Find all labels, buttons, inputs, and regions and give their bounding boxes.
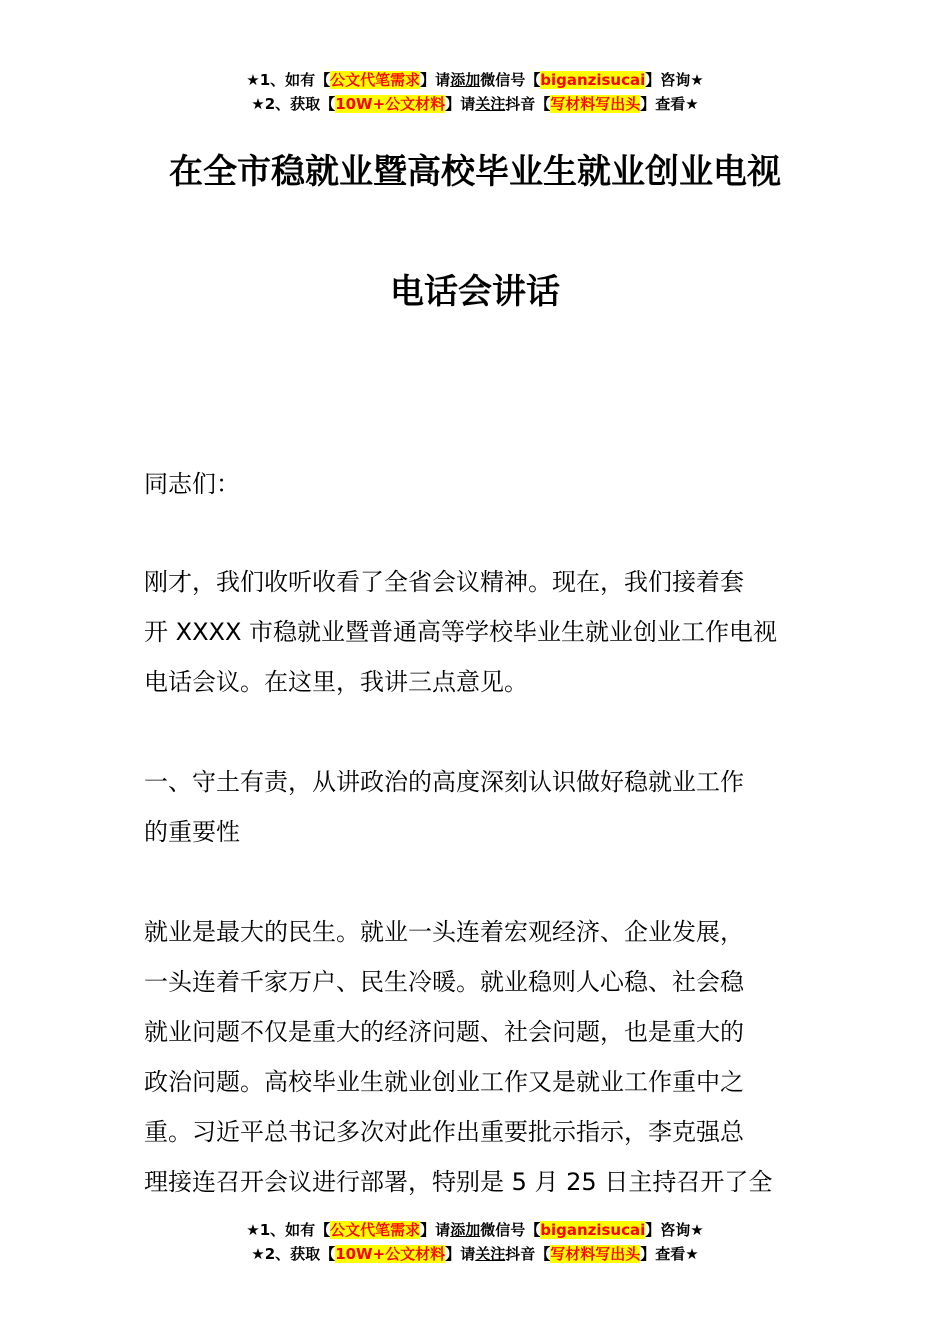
banner-text: 】请 [420, 1221, 451, 1239]
salutation-text: 同志们： [144, 470, 240, 498]
paragraph-line: 电话会议。在这里，我讲三点意见。 [144, 668, 528, 696]
banner-text: 抖音【 [505, 95, 551, 113]
banner-underlined: 添加 [450, 1221, 481, 1239]
banner-text: 】请 [445, 95, 476, 113]
heading-line: 的重要性 [144, 818, 240, 846]
paragraph-line: 就业是最大的民生。就业一头连着宏观经济、企业发展， [144, 918, 744, 946]
banner-highlight: biganzisucai [540, 1221, 646, 1239]
paragraph-line: 就业问题不仅是重大的经济问题、社会问题，也是重大的 [144, 1018, 744, 1046]
paragraph-2 [144, 907, 808, 1207]
banner-text: 微信号【 [480, 71, 541, 89]
banner-line-2 [0, 92, 950, 116]
paragraph-1 [144, 557, 808, 707]
banner-underlined: 添加 [450, 71, 481, 89]
banner-highlight: biganzisucai [540, 71, 646, 89]
paragraph-line: 一头连着千家万户、民生冷暖。就业稳则人心稳、社会稳 [144, 968, 744, 996]
document-title-line-2: 电话会讲话 [390, 272, 560, 312]
banner-highlight: 公文代笔需求 [330, 71, 421, 89]
banner-line-1 [0, 1218, 950, 1242]
banner-line-2 [0, 1242, 950, 1266]
paragraph-line: 重。习近平总书记多次对此作出重要批示指示，李克强总 [144, 1118, 744, 1146]
salutation [144, 459, 808, 509]
banner-highlight: 写材料写出头 [550, 95, 641, 113]
paragraph-line: 政治问题。高校毕业生就业创业工作又是就业工作重中之 [144, 1068, 744, 1096]
banner-highlight: 10W+公文材料 [335, 95, 446, 113]
paragraph-line: 开 XXXX 市稳就业暨普通高等学校毕业生就业创业工作电视 [144, 618, 778, 646]
banner-highlight: 公文代笔需求 [330, 1221, 421, 1239]
banner-text: ★1、如有【 [246, 71, 331, 89]
paragraph-line: 理接连召开会议进行部署，特别是 5 月 25 日主持召开了全 [144, 1168, 773, 1196]
banner-text: 】查看★ [640, 95, 699, 113]
banner-text: 】咨询★ [645, 71, 704, 89]
banner-line-1 [0, 68, 950, 92]
footer-banner [0, 1218, 950, 1266]
document-title-line-1: 在全市稳就业暨高校毕业生就业创业电视 [169, 152, 781, 192]
banner-underlined: 关注 [475, 95, 506, 113]
banner-text: 】请 [445, 1245, 476, 1263]
paragraph-line: 刚才，我们收听收看了全省会议精神。现在，我们接着套 [144, 568, 744, 596]
banner-text: ★1、如有【 [246, 1221, 331, 1239]
section-heading-1 [144, 757, 808, 857]
banner-text: 微信号【 [480, 1221, 541, 1239]
banner-text: 抖音【 [505, 1245, 551, 1263]
banner-text: 】咨询★ [645, 1221, 704, 1239]
banner-highlight: 10W+公文材料 [335, 1245, 446, 1263]
banner-text: ★2、获取【 [251, 95, 336, 113]
banner-highlight: 写材料写出头 [550, 1245, 641, 1263]
banner-underlined: 关注 [475, 1245, 506, 1263]
heading-line: 一、守土有责，从讲政治的高度深刻认识做好稳就业工作 [144, 768, 744, 796]
header-banner [0, 68, 950, 116]
banner-text: 】请 [420, 71, 451, 89]
banner-text: 】查看★ [640, 1245, 699, 1263]
banner-text: ★2、获取【 [251, 1245, 336, 1263]
